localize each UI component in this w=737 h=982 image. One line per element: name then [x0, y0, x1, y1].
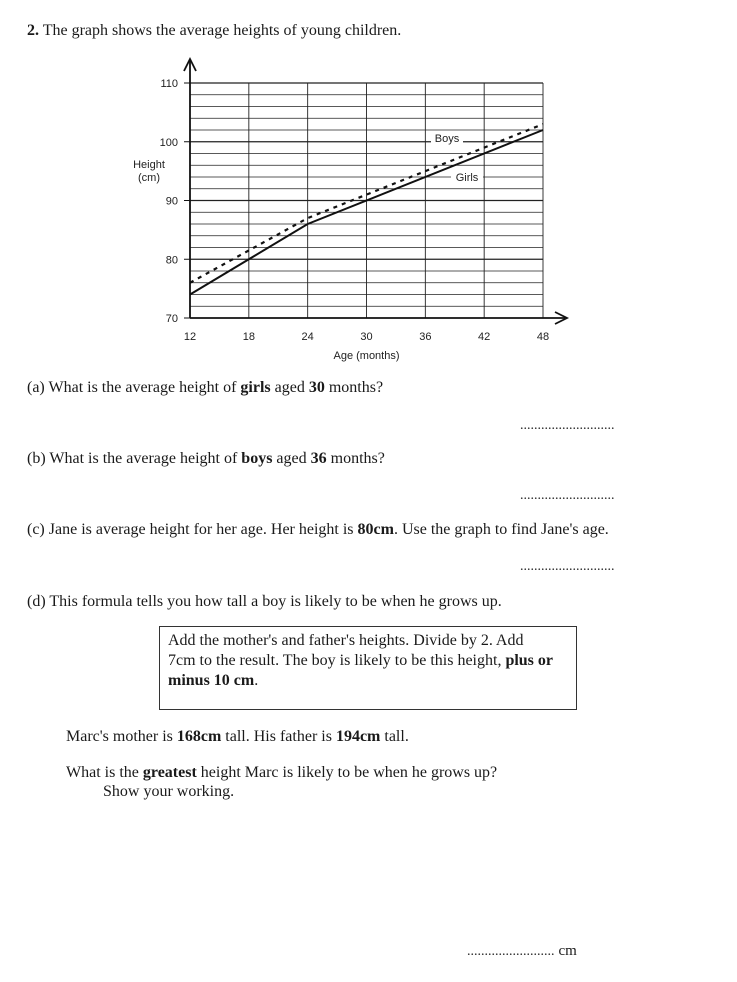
- marc-post: tall.: [380, 728, 409, 745]
- question-number: 2.: [27, 22, 39, 39]
- part-b-answer-line[interactable]: ...........................: [520, 488, 615, 503]
- y-axis-label: Height: [133, 159, 165, 171]
- x-tick-label: 18: [242, 331, 255, 343]
- formula-line-3-post: .: [254, 672, 259, 689]
- part-a-bold2: 30: [308, 379, 325, 396]
- formula-line-2-text: 7cm to the result. The boy is likely to be this height,: [168, 652, 506, 669]
- marc-parents-text: [66, 727, 409, 747]
- height-chart: [0, 0, 737, 370]
- part-b-bold: boys: [241, 450, 273, 467]
- girls-label: Girls: [455, 172, 479, 184]
- part-d-unit: cm: [558, 943, 577, 959]
- boys-label: Boys: [434, 133, 460, 145]
- show-working: Show your working.: [103, 783, 235, 800]
- part-b-text: What is the average height of: [49, 450, 242, 467]
- part-d-text: This formula tells you how tall a boy is likely to be when he grows up.: [49, 593, 502, 610]
- x-tick-label: 12: [183, 331, 197, 343]
- x-tick-label: 24: [301, 331, 314, 343]
- part-c-label: (c): [27, 521, 45, 538]
- y-tick-label: 110: [160, 78, 178, 90]
- part-a-post: months?: [324, 379, 384, 396]
- part-b-post: months?: [326, 450, 385, 467]
- part-b-mid: aged: [272, 450, 311, 467]
- question-intro-text: The graph shows the average heights of young children.: [42, 22, 402, 39]
- part-c-text: Jane is average height for her age. Her height is: [48, 521, 358, 538]
- part-a-question: [27, 378, 383, 398]
- part-d-answer-line[interactable]: .........................: [467, 944, 555, 959]
- x-tick-label: 48: [536, 331, 550, 343]
- greatest-post: height Marc is likely to be when he grows up?: [196, 764, 498, 781]
- formula-line-3-bold: minus 10 cm: [168, 672, 255, 689]
- part-a-answer-line[interactable]: ...........................: [520, 418, 615, 433]
- formula-line-3: [168, 671, 576, 691]
- marc-mid: tall. His father is: [221, 728, 336, 745]
- part-a-mid: aged: [270, 379, 309, 396]
- x-axis-label: Age (months): [333, 350, 400, 362]
- part-c-answer-line[interactable]: ...........................: [520, 559, 615, 574]
- y-tick-label: 100: [159, 136, 178, 149]
- part-c-bold: 80cm: [357, 521, 394, 538]
- x-tick-label: 30: [360, 331, 373, 343]
- part-c-question: [27, 520, 609, 540]
- part-a-bold: girls: [240, 379, 271, 396]
- part-a-label: (a): [27, 379, 45, 396]
- part-b-label: (b): [27, 450, 46, 467]
- part-b-question: [27, 449, 385, 469]
- x-tick-label: 42: [478, 331, 491, 343]
- greatest-bold: greatest: [142, 764, 197, 781]
- formula-box: [159, 626, 577, 710]
- formula-line-2: [168, 651, 576, 671]
- part-d-question: [27, 592, 502, 612]
- part-a-text: What is the average height of: [48, 379, 241, 396]
- x-tick-label: 36: [419, 331, 432, 343]
- greatest-height-question: [66, 763, 497, 783]
- formula-line-1: Add the mother's and father's heights. Divide by 2. Add: [168, 632, 524, 649]
- part-d-answer: [467, 941, 577, 961]
- father-height: 194cm: [335, 728, 381, 745]
- part-c-post: . Use the graph to find Jane's age.: [393, 521, 609, 538]
- formula-line-2-bold: plus or: [505, 652, 554, 669]
- part-d-label: (d): [27, 593, 46, 610]
- y-tick-label: 70: [165, 313, 178, 325]
- chart-ticks: [160, 78, 549, 343]
- y-axis-unit: (cm): [138, 172, 160, 184]
- part-b-bold2: 36: [310, 450, 327, 467]
- y-tick-label: 90: [165, 195, 178, 208]
- marc-pre: Marc's mother is: [66, 728, 177, 745]
- greatest-pre: What is the: [66, 764, 143, 781]
- y-tick-label: 80: [165, 254, 178, 267]
- mother-height: 168cm: [176, 728, 222, 745]
